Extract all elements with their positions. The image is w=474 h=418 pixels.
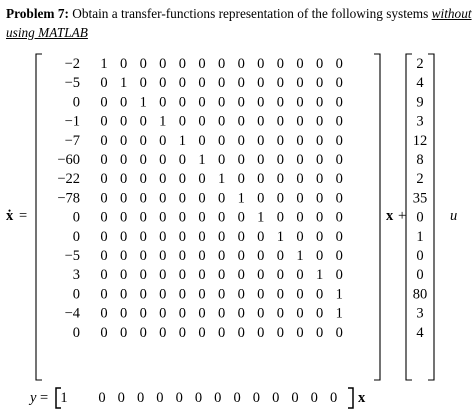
b-vector-cell: 4 [416,324,424,341]
a-matrix-cell: 0 [315,94,324,111]
a-matrix-cell: 0 [198,248,206,264]
a-matrix-cell: 0 [198,56,206,72]
a-matrix-cell: 0 [159,190,167,207]
problem-statement: Problem 7: Obtain a transfer-functions representation of the following systems without using MATLAB [6,6,472,40]
a-matrix-cell: 0 [276,305,285,322]
a-matrix-cell: 0 [159,286,167,303]
a-matrix-cell: 0 [276,152,285,168]
a-matrix-right-bracket [374,54,380,380]
a-matrix-cell: 0 [276,190,285,207]
a-matrix-cell: 0 [119,286,128,303]
a-matrix-cell: 0 [217,209,226,226]
a-matrix-cell: 0 [237,324,245,341]
a-matrix-cell: 0 [178,267,187,284]
a-matrix-cell: −4 [64,305,80,322]
b-vector-cell: 4 [416,75,424,92]
a-matrix-cell: 0 [72,286,80,303]
c-row-cell: 0 [272,390,280,406]
a-matrix-cell: 0 [139,171,147,188]
a-matrix-cell: 0 [296,113,304,130]
a-matrix-cell: 0 [159,267,167,284]
a-matrix-cell: 0 [257,267,265,284]
a-matrix-cell: 0 [276,209,285,226]
c-row-cell: 0 [233,390,241,406]
a-matrix-cell: 0 [178,286,187,303]
a-matrix-cell: 1 [237,190,245,207]
a-matrix-cell: 0 [159,228,167,245]
a-matrix-cell: 0 [100,324,108,341]
a-matrix-cell: 0 [198,228,206,245]
a-matrix-cell: 0 [276,248,285,264]
a-matrix-cell: 0 [119,113,128,130]
a-matrix-cell: 0 [296,152,304,168]
a-matrix-cell: 0 [217,286,226,303]
b-vector-cell: 12 [412,132,428,149]
c-row-cell: 0 [214,390,222,406]
a-matrix-cell: 0 [119,132,128,149]
a-matrix-cell: 0 [257,113,265,130]
a-matrix-cell: 0 [335,248,343,264]
c-row-cell: 0 [136,390,145,406]
a-matrix-cell: 0 [296,94,304,111]
plus-sign: + [398,208,407,224]
b-vector [406,54,434,380]
c-row-cell: 0 [310,390,318,406]
a-matrix-cell: 0 [335,94,343,111]
a-matrix-cell: 0 [100,228,108,245]
a-matrix-cell: 0 [335,209,343,226]
b-vector-cell: 35 [412,190,428,207]
a-matrix-cell: 0 [217,56,226,72]
a-matrix-cell: 1 [139,94,147,111]
b-vector-cell: 0 [416,248,424,264]
a-matrix-cell: 0 [139,248,147,264]
a-matrix-cell: −2 [64,56,80,72]
a-matrix-cell: 0 [178,56,187,72]
b-vector-cell: 0 [416,267,424,284]
a-matrix-cell: −5 [64,75,80,92]
a-matrix-cell: 1 [315,267,324,284]
a-matrix-cell: 0 [217,94,226,111]
a-matrix-cell: 0 [276,132,285,149]
a-matrix-cell: 0 [159,75,167,92]
a-matrix-cell: 0 [315,152,324,168]
a-matrix-cell: 0 [139,190,147,207]
c-row [56,388,353,408]
output-equals-sign: = [40,390,49,406]
a-matrix-cell: 1 [296,248,304,264]
a-matrix-cell: 0 [198,209,206,226]
problem-emphasis: without using MATLAB [6,6,472,40]
a-matrix-cell: 0 [276,56,285,72]
a-matrix-cell: 0 [139,324,147,341]
a-matrix-cell: 0 [217,228,226,245]
a-matrix-cell: 0 [119,56,128,72]
a-matrix-cell: 0 [198,113,206,130]
a-matrix-cell: 0 [237,75,245,92]
b-vector-cell: 2 [416,56,424,72]
a-matrix-cell: 1 [257,209,265,226]
a-matrix-cell: 0 [217,152,226,168]
a-matrix-cell: 0 [119,209,128,226]
a-matrix-cell: 0 [72,228,80,245]
a-matrix-cell: 0 [217,248,226,264]
a-matrix-cell: −1 [64,113,80,130]
a-matrix-cell: 0 [159,324,167,341]
a-matrix-cell: 0 [100,171,108,188]
a-matrix-cell: 0 [296,324,304,341]
a-matrix-cell: 0 [217,75,226,92]
a-matrix-cell: 0 [315,228,324,245]
a-matrix-cell: 0 [178,171,187,188]
a-matrix-cell: 0 [159,56,167,72]
a-matrix-cell: 1 [276,228,285,245]
b-vector-cell: 8 [416,152,424,168]
state-vector-x: x [386,208,394,224]
a-matrix-cell: −22 [57,171,80,188]
a-matrix-cell: 0 [296,267,304,284]
c-row-cell: 0 [117,390,125,406]
a-matrix-cell: 0 [296,132,304,149]
a-matrix-cell: 0 [159,132,167,149]
a-matrix-cell: 0 [237,286,245,303]
a-matrix-cell: 0 [72,94,80,111]
a-matrix-cell: 0 [72,324,80,341]
a-matrix-cell: 0 [257,56,265,72]
a-matrix-cell: 0 [217,113,226,130]
a-matrix-cell: 0 [119,305,128,322]
a-matrix-cell: 0 [217,267,226,284]
a-matrix-cell: −60 [57,152,80,168]
output-state-x: x [358,390,366,406]
a-matrix-cell: 0 [257,190,265,207]
a-matrix-cell: 0 [100,75,108,92]
a-matrix-cell: 0 [100,209,108,226]
a-matrix-cell: 0 [237,305,245,322]
a-matrix-cell: 0 [296,286,304,303]
a-matrix-cell: 1 [217,171,226,188]
a-matrix-cell: 0 [276,75,285,92]
c-row-cell: 0 [175,390,183,406]
a-matrix-cell: 0 [276,267,285,284]
a-matrix-cell: 0 [100,190,108,207]
a-matrix-cell: 0 [139,132,147,149]
a-matrix-cell: 0 [217,324,226,341]
a-matrix-cell: 0 [119,248,128,264]
a-matrix-cell: 0 [198,286,206,303]
a-matrix-cell: 0 [237,209,245,226]
a-matrix-cell: 0 [178,324,187,341]
a-matrix-cell: 0 [100,132,108,149]
c-row-right-bracket [348,388,353,408]
a-matrix-cell: 0 [100,113,108,130]
a-matrix-cell: 0 [237,94,245,111]
a-matrix-cell: 0 [315,132,324,149]
a-matrix-cell: 0 [257,286,265,303]
a-matrix-cell: 3 [72,267,80,284]
a-matrix-cell: 1 [159,113,167,130]
a-matrix-cell: 0 [119,228,128,245]
a-matrix-cell: 0 [315,209,324,226]
a-matrix-cell: 0 [257,94,265,111]
problem-label: Problem 7 [6,6,65,21]
a-matrix-cell: 0 [257,324,265,341]
a-matrix-cell: 0 [178,152,187,168]
a-matrix-cell: 0 [237,228,245,245]
a-matrix-cell: 0 [257,75,265,92]
a-matrix-cell: 0 [257,228,265,245]
a-matrix [36,54,380,380]
a-matrix-cell: 1 [100,56,108,72]
a-matrix-cell: 0 [257,305,265,322]
c-row-cell: 0 [291,390,299,406]
a-matrix-cell: 1 [335,305,343,322]
a-matrix-cell: 0 [237,132,245,149]
a-matrix-cell: 0 [178,248,187,264]
a-matrix-cell: 0 [257,132,265,149]
a-matrix-cell: 0 [335,190,343,207]
a-matrix-cell: 1 [178,132,187,149]
a-matrix-cell: 0 [315,305,324,322]
a-matrix-cell: 0 [139,228,147,245]
a-matrix-cell: 0 [335,113,343,130]
b-vector-left-bracket [406,54,412,380]
a-matrix-cell: 0 [257,248,265,264]
a-matrix-cell: 0 [178,75,187,92]
a-matrix-cell: 0 [315,113,324,130]
a-matrix-cell: 0 [139,286,147,303]
a-matrix-cell: 0 [159,209,167,226]
a-matrix-cell: −7 [64,132,80,149]
a-matrix-cell: 0 [276,286,285,303]
a-matrix-cell: −5 [64,248,80,264]
a-matrix-cell: 0 [276,324,285,341]
c-row-cell: 1 [60,390,68,406]
a-matrix-cell: 0 [315,286,324,303]
a-matrix-cell: 0 [119,94,128,111]
c-row-cell: 0 [98,390,106,406]
a-matrix-cell: 0 [315,324,324,341]
a-matrix-cell: 0 [335,171,343,188]
b-vector-right-bracket [428,54,434,380]
a-matrix-cell: 0 [119,267,128,284]
a-matrix-cell: 0 [296,171,304,188]
a-matrix-cell: 0 [315,248,324,264]
a-matrix-cell: 0 [217,305,226,322]
a-matrix-cell: 0 [335,267,343,284]
c-row-cell: 0 [156,390,164,406]
a-matrix-cell: 0 [100,248,108,264]
a-matrix-cell: 0 [237,113,245,130]
b-vector-cell: 80 [412,286,428,303]
a-matrix-cell: 0 [335,75,343,92]
c-row-cell: 0 [252,390,261,406]
output-lhs: y [30,390,37,406]
a-matrix-cell: 0 [315,171,324,188]
a-matrix-cell: 0 [335,228,343,245]
a-matrix-cell: 0 [296,305,304,322]
a-matrix-cell: −78 [57,190,80,207]
a-matrix-cell: 0 [257,152,265,168]
b-vector-cell: 0 [416,209,424,226]
a-matrix-cell: 0 [100,286,108,303]
a-matrix-cell: 0 [139,56,147,72]
b-vector-cell: 2 [416,171,424,188]
a-matrix-cell: 0 [237,248,245,264]
input-symbol-u: u [450,208,458,224]
a-matrix-cell: 0 [296,228,304,245]
c-row-cell: 0 [329,390,338,406]
a-matrix-cell: 0 [178,190,187,207]
a-matrix-cell: 0 [139,209,147,226]
a-matrix-cell: 0 [178,94,187,111]
a-matrix-cell: 0 [100,267,108,284]
a-matrix-cell: 0 [296,75,304,92]
b-vector-cell: 1 [416,228,424,245]
a-matrix-cell: 0 [237,56,245,72]
a-matrix-cell: 0 [139,75,147,92]
a-matrix-cell: 0 [237,152,245,168]
b-vector-cell: 9 [416,94,424,111]
a-matrix-cell: 0 [119,190,128,207]
a-matrix-cell: 0 [315,190,324,207]
a-matrix-cell: 0 [119,324,128,341]
a-matrix-cell: 0 [119,152,128,168]
a-matrix-cell: 1 [198,152,206,168]
b-vector-cell: 3 [416,113,424,130]
a-matrix-cell: 0 [257,171,265,188]
a-matrix-cell: 0 [159,305,167,322]
a-matrix-cell: 0 [296,209,304,226]
a-matrix-cell: 0 [276,171,285,188]
a-matrix-cell: 0 [198,324,206,341]
a-matrix-cell: 0 [100,152,108,168]
state-derivative-lhs: ẋ [6,208,14,224]
a-matrix-cell: 0 [100,305,108,322]
a-matrix-cell: 0 [296,190,304,207]
a-matrix-cell: 0 [296,56,304,72]
a-matrix-cell: 0 [178,228,187,245]
b-vector-cell: 3 [416,305,424,322]
a-matrix-left-bracket [36,54,42,380]
a-matrix-cell: 0 [139,152,147,168]
a-matrix-cell: 0 [198,190,206,207]
a-matrix-cell: 0 [198,171,206,188]
a-matrix-cell: 1 [119,75,128,92]
a-matrix-cell: 0 [119,171,128,188]
a-matrix-cell: 0 [72,209,80,226]
a-matrix-cell: 0 [198,305,206,322]
a-matrix-cell: 0 [139,305,147,322]
a-matrix-cell: 0 [198,75,206,92]
a-matrix-cell: 0 [159,152,167,168]
a-matrix-cell: 0 [178,305,187,322]
a-matrix-cell: 0 [315,56,324,72]
a-matrix-cell: 0 [335,56,343,72]
a-matrix-cell: 0 [217,190,226,207]
a-matrix-cell: 0 [159,248,167,264]
a-matrix-cell: 0 [198,132,206,149]
a-matrix-cell: 0 [159,171,167,188]
a-matrix-cell: 0 [276,113,285,130]
a-matrix-cell: 0 [335,324,343,341]
a-matrix-cell: 0 [315,75,324,92]
a-matrix-cell: 0 [139,113,147,130]
a-matrix-cell: 0 [237,171,245,188]
a-matrix-cell: 0 [159,94,167,111]
a-matrix-cell: 0 [276,94,285,111]
a-matrix-cell: 0 [237,267,245,284]
state-equals-sign: = [19,208,28,224]
a-matrix-cell: 0 [178,209,187,226]
a-matrix-cell: 0 [139,267,147,284]
c-row-cell: 0 [194,390,203,406]
a-matrix-cell: 0 [198,267,206,284]
problem-text: Obtain a transfer-functions representation of the following systems [72,6,429,21]
a-matrix-cell: 0 [100,94,108,111]
a-matrix-cell: 0 [198,94,206,111]
a-matrix-cell: 1 [335,286,343,303]
a-matrix-cell: 0 [335,132,343,149]
a-matrix-cell: 0 [178,113,187,130]
a-matrix-cell: 0 [335,152,343,168]
a-matrix-cell: 0 [217,132,226,149]
